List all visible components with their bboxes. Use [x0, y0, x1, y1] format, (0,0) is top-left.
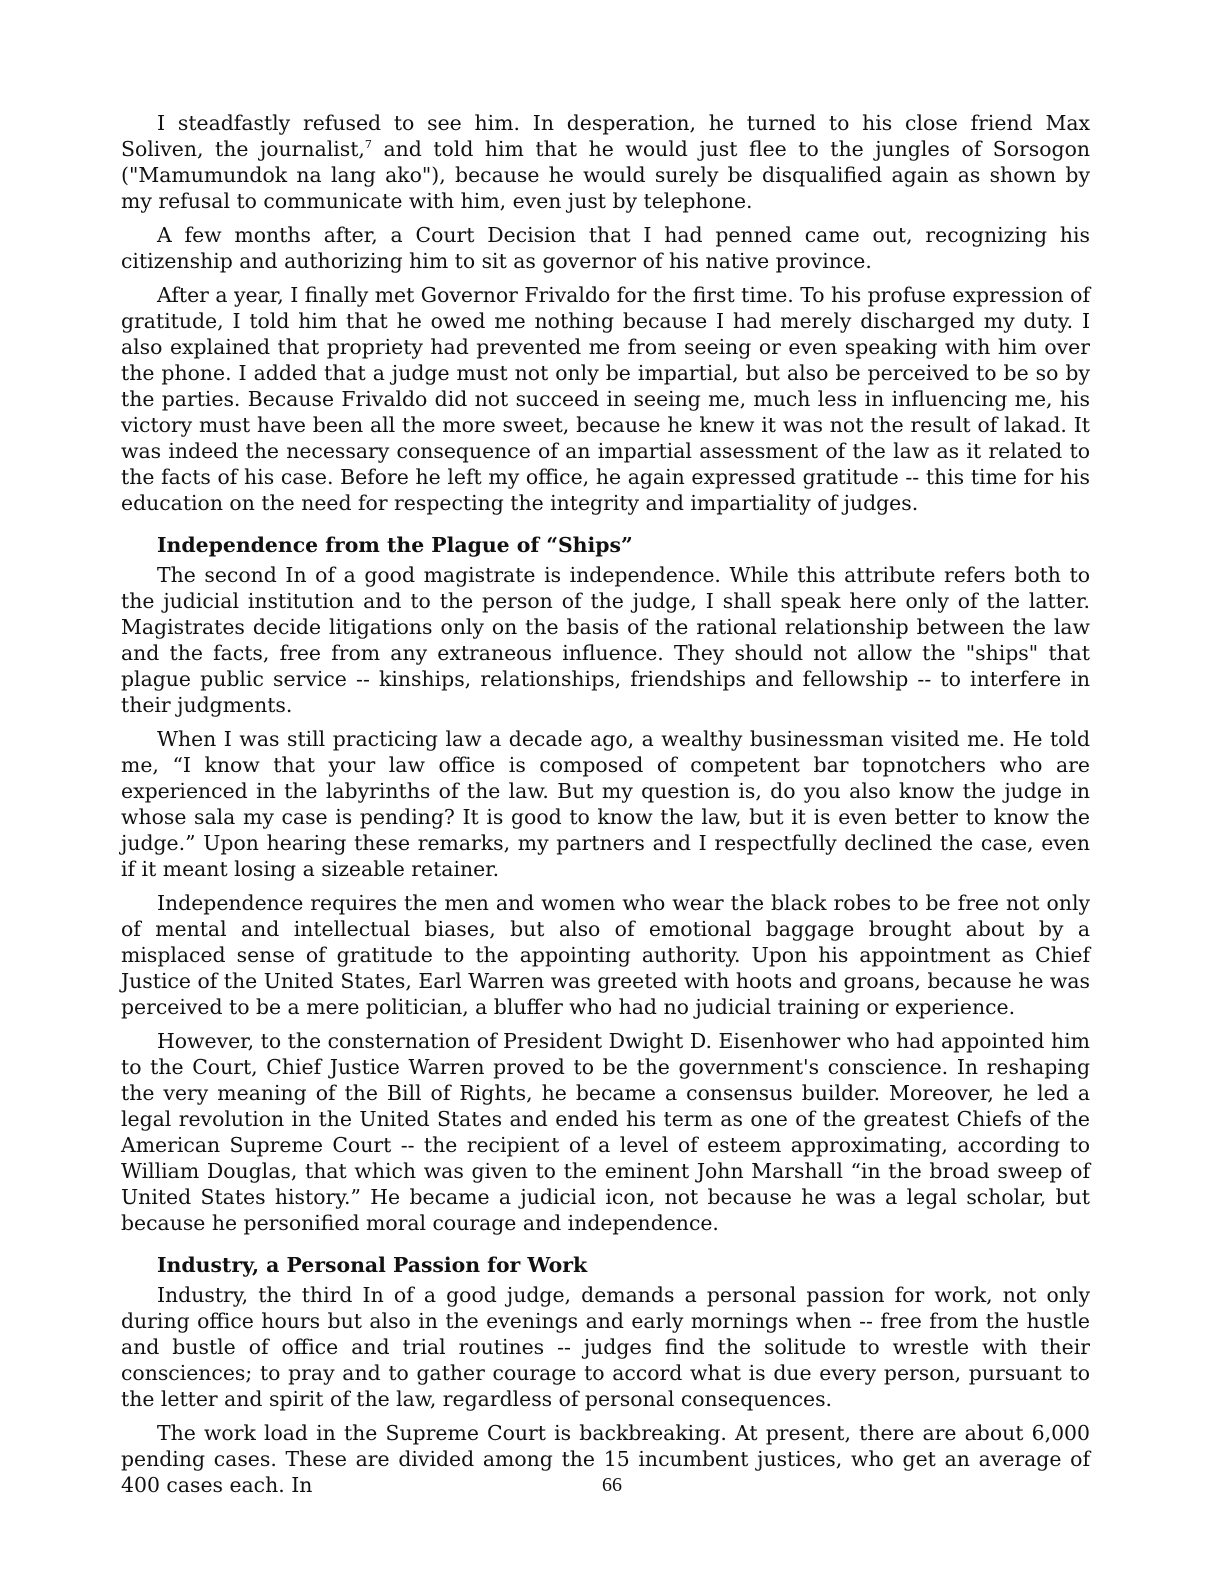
document-page — [121, 110, 1090, 1506]
paragraph-chief-justice-warren: However, to the consternation of President Dwight D. Eisenhower who had appointed him to the Court, Chief Justice Warren proved to be the government's conscience. In reshaping the very meaning of the Bill of Rights, he became a consensus builder. Moreover, he led a legal revolution in the United States and ended his term as one of the greatest Chiefs of the American Supreme Court -- the recipient of a level of esteem approximating, according to William Douglas, that which was given to the eminent John Marshall “in the broad sweep of United States history.” He became a judicial icon, not because he was a legal scholar, but because he personified moral courage and independence. — [121, 1029, 1090, 1235]
page-number: 66 — [602, 1474, 622, 1496]
paragraph-businessman-visit: When I was still practicing law a decade ago, a wealthy businessman visited me. He told me, “I know that your law office is composed of competent bar topnotchers who are experienced in the labyrinths of the law. But my question is, do you also know the judge in whose sala my case is pending? It is good to know the law, but it is even better to know the judge.” Upon hearing these remarks, my partners and I respectfully declined the case, even if it meant losing a sizeable retainer. — [121, 727, 1090, 881]
section-heading-industry: Industry, a Personal Passion for Work — [157, 1253, 588, 1277]
footnote-reference: 7 — [364, 138, 372, 152]
section-heading-independence: Independence from the Plague of “Ships” — [157, 533, 633, 557]
paragraph-frivaldo-refusal — [121, 110, 1090, 214]
paragraph-black-robes: Independence requires the men and women who wear the black robes to be free not only of mental and intellectual biases, but also of emotional baggage brought about by a misplaced sense of gratitude to the appointing authority. Upon his appointment as Chief Justice of the United States, Earl Warren was greeted with hoots and groans, because he was perceived to be a mere politician, a bluffer who had no judicial training or experience. — [121, 891, 1090, 1019]
paragraph-text: and told him that he would just flee to the jungles of Sorsogon ("Mamumundok na lang ako"), because he would surely be disqualified again as shown by my refusal to communicate with him, even just by telephone. — [121, 137, 1090, 213]
paragraph-meeting-frivaldo: After a year, I finally met Governor Frivaldo for the first time. To his profuse expression of gratitude, I told him that he owed me nothing because I had merely discharged my duty. I also explained that propriety had prevented me from seeing or even speaking with him over the phone. I added that a judge must not only be impartial, but also be perceived to be so by the parties. Because Frivaldo did not succeed in seeing me, much less in influencing me, his victory must have been all the more sweet, because he knew it was not the result of lakad. It was indeed the necessary consequence of an impartial assessment of the law as it related to the facts of his case. Before he left my office, he again expressed gratitude -- this time for his education on the need for respecting the integrity and impartiality of judges. — [121, 283, 1090, 515]
paragraph-court-decision: A few months after, a Court Decision that I had penned came out, recognizing his citizenship and authorizing him to sit as governor of his native province. — [121, 223, 1090, 273]
paragraph-industry-intro: Industry, the third In of a good judge, demands a personal passion for work, not only during office hours but also in the evenings and early mornings when -- free from the hustle and bustle of office and trial routines -- judges find the solitude to wrestle with their consciences; to pray and to gather courage to accord what is due every person, pursuant to the letter and spirit of the law, regardless of personal consequences. — [121, 1283, 1090, 1411]
paragraph-work-load: The work load in the Supreme Court is backbreaking. At present, there are about 6,000 pending cases. These are divided among the 15 incumbent justices, who get an average of 400 cases each. In — [121, 1421, 1090, 1497]
paragraph-independence-intro: The second In of a good magistrate is independence. While this attribute refers both to the judicial institution and to the person of the judge, I shall speak here only of the latter. Magistrates decide litigations only on the basis of the rational relationship between the law and the facts, free from any extraneous influence. They should not allow the "ships" that plague public service -- kinships, relationships, friendships and fellowship -- to interfere in their judgments. — [121, 563, 1090, 717]
paragraph-text: I steadfastly refused to see him. In desperation, he turned to his close friend Max Soliven, the journalist, — [121, 111, 1090, 161]
